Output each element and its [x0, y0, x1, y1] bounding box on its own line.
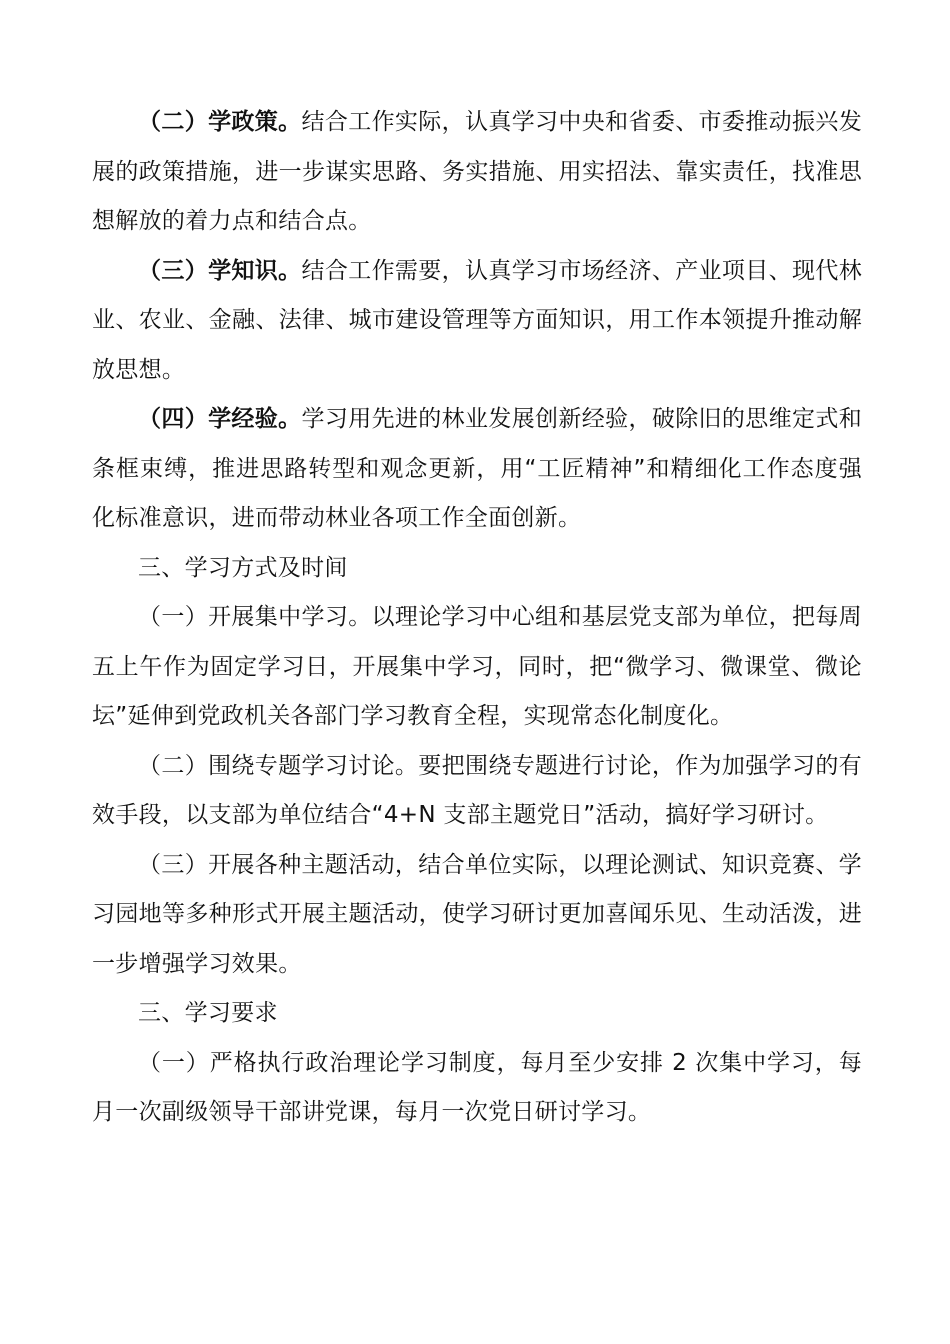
paragraph-text: 结合工作实际，认真学习中央和省委、市委推动振兴发展的政策措施，进一步谋实思路、务实措施、用实招法、靠实责任，找准思想解放的着力点和结合点。: [92, 109, 862, 234]
paragraph-text: （三）开展各种主题活动，结合单位实际，以理论测试、知识竞赛、学习园地等多种形式开展主题活动，使学习研讨更加喜闻乐见、生动活泼，进一步增强学习效果。: [92, 851, 862, 977]
paragraph-text: （二）围绕专题学习讨论。要把围绕专题进行讨论，作为加强学习的有效手段，以支部为单位结合“4+N 支部主题党日”活动，搞好学习研讨。: [92, 752, 862, 828]
paragraph-text: 学习用先进的林业发展创新经验，破除旧的思维定式和条框束缚，推进思路转型和观念更新，用“工匠精神”和精细化工作态度强化标准意识，进而带动林业各项工作全面创新。: [92, 406, 862, 531]
section-heading-text: 三、学习要求: [138, 1000, 278, 1026]
paragraph-text: （一）开展集中学习。以理论学习中心组和基层党支部为单位，把每周五上午作为固定学习日，开展集中学习，同时，把“微学习、微课堂、微论坛”延伸到党政机关各部门学习教育全程，实现常态化制度化。: [92, 604, 862, 729]
section-heading-study-requirements: [92, 989, 862, 1039]
paragraph-theme-activities: [92, 841, 862, 990]
paragraph-study-experience: [92, 395, 862, 544]
paragraph-heading: （四）学经验。: [138, 406, 302, 432]
section-heading-study-methods: [92, 544, 862, 594]
paragraph-heading: （三）学知识。: [138, 257, 302, 284]
document-body: [92, 98, 862, 1138]
paragraph-heading: （二）学政策。: [138, 109, 302, 135]
paragraph-study-system: [92, 1039, 862, 1138]
paragraph-topic-discussion: [92, 742, 862, 841]
paragraph-study-policy: [92, 98, 862, 247]
paragraph-study-knowledge: [92, 247, 862, 396]
paragraph-text: 结合工作需要，认真学习市场经济、产业项目、现代林业、农业、金融、法律、城市建设管理等方面知识，用工作本领提升推动解放思想。: [92, 257, 862, 383]
paragraph-centralized-study: [92, 593, 862, 742]
paragraph-text: （一）严格执行政治理论学习制度，每月至少安排 2 次集中学习，每月一次副级领导干部讲党课，每月一次党日研讨学习。: [92, 1049, 862, 1125]
section-heading-text: 三、学习方式及时间: [138, 554, 348, 581]
